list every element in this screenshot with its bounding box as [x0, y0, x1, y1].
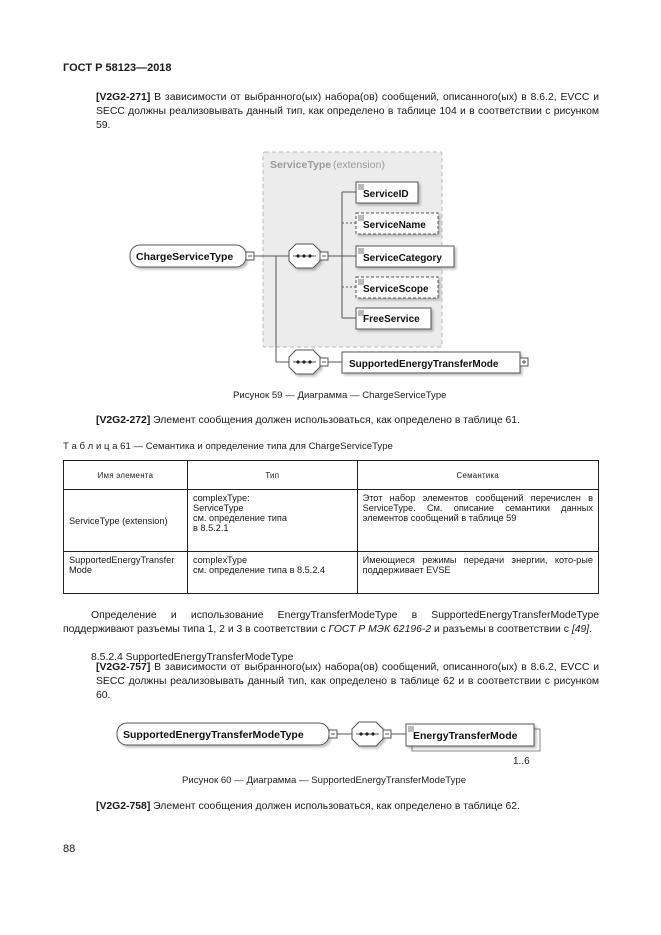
table-cell: complexType: ServiceType см. определение типа в 8.5.2.1	[187, 490, 357, 552]
bibliography-reference: [49]	[571, 624, 590, 636]
requirement-text: В зависимости от выбранного(ых) набора(ов) сообщений, описанного(ых) в 8.6.2, EVCC и SECC должны реализовывать данный тип, как определено в таблице 104 и в соответствии с рисунком 59.	[96, 92, 599, 132]
svg-text:SupportedEnergyTransferMode: SupportedEnergyTransferMode	[349, 359, 499, 370]
figure-59-diagram	[0, 140, 661, 380]
table-cell: Этот набор элементов сообщений перечислен в ServiceType. См. описание семантики данных элементов сообщений в таблице 59	[357, 490, 598, 552]
figure-59-caption: Рисунок 59 — Диаграмма — ChargeServiceType	[233, 390, 447, 401]
table-header-row	[64, 461, 599, 490]
requirement-id: [V2G2-271]	[96, 92, 151, 103]
column-header: Семантика	[357, 461, 598, 490]
column-header: Тип	[187, 461, 357, 490]
table-row	[64, 552, 599, 594]
multiplicity-label: 1..6	[513, 756, 530, 767]
extension-note: (extension)	[333, 159, 385, 171]
svg-text:SupportedEnergyTransferModeTyp: SupportedEnergyTransferModeType	[123, 729, 304, 741]
table-cell: ServiceType (extension)	[64, 490, 188, 552]
table-cell: Имеющиеся режимы передачи энергии, кото-рые поддерживает EVSE	[357, 552, 598, 594]
element-service-scope	[356, 277, 438, 298]
section-heading: 8.5.2.4 SupportedEnergyTransferModeType	[91, 652, 294, 663]
table-cell: SupportedEnergyTransfer Mode	[64, 552, 188, 594]
document-header: ГОСТ Р 58123—2018	[63, 62, 172, 74]
element-energy-transfer-mode	[406, 724, 540, 751]
table-cell: complexType см. определение типа в 8.5.2.4	[187, 552, 357, 594]
page-number: 88	[63, 843, 76, 855]
table-61-caption: Т а б л и ц а 61 — Семантика и определение типа для ChargeServiceType	[63, 441, 393, 452]
column-header: Имя элемента	[64, 461, 188, 490]
table-row	[64, 490, 599, 552]
svg-text:ServiceID: ServiceID	[363, 189, 409, 200]
root-element-label: ChargeServiceType	[136, 251, 234, 263]
svg-text:EnergyTransferMode: EnergyTransferMode	[413, 730, 518, 742]
requirement-271	[96, 91, 599, 134]
svg-text:FreeService: FreeService	[363, 314, 420, 325]
figure-60-diagram	[0, 715, 661, 770]
requirement-757: [V2G2-757] В зависимости от выбранного(ых) набора(ов) сообщений, описанного(ых) в 8.6.2, EVCC и SECC должны реализовывать данный тип, как определено в таблице 62 и в соответствии с рисунком 60.	[96, 662, 599, 702]
definition-paragraph: Определение и использование EnergyTransferModeType в SupportedEnergyTransferModeType поддерживают разъемы типа 1, 2 и 3 в соответствии с ГОСТ Р МЭК 62196-2 и разъемы в соответствии с [49].	[63, 610, 599, 636]
svg-text:ServiceScope: ServiceScope	[363, 284, 429, 295]
standard-reference: ГОСТ Р МЭК 62196-2	[328, 624, 432, 636]
element-supported-energy-transfer-mode	[342, 352, 528, 373]
element-service-category	[356, 246, 454, 267]
requirement-272: [V2G2-272] Элемент сообщения должен использоваться, как определено в таблице 61.	[96, 415, 520, 426]
extension-title: ServiceType	[270, 159, 332, 171]
element-service-id	[356, 182, 418, 203]
figure-60-caption: Рисунок 60 — Диаграмма — SupportedEnergyTransferModeType	[182, 775, 467, 786]
svg-text:ServiceName: ServiceName	[363, 220, 426, 231]
element-service-name	[356, 213, 438, 234]
requirement-758: [V2G2-758] Элемент сообщения должен использоваться, как определено в таблице 62.	[96, 801, 520, 812]
svg-text:ServiceCategory: ServiceCategory	[363, 253, 442, 264]
element-free-service	[356, 308, 431, 329]
table-61	[63, 460, 599, 594]
